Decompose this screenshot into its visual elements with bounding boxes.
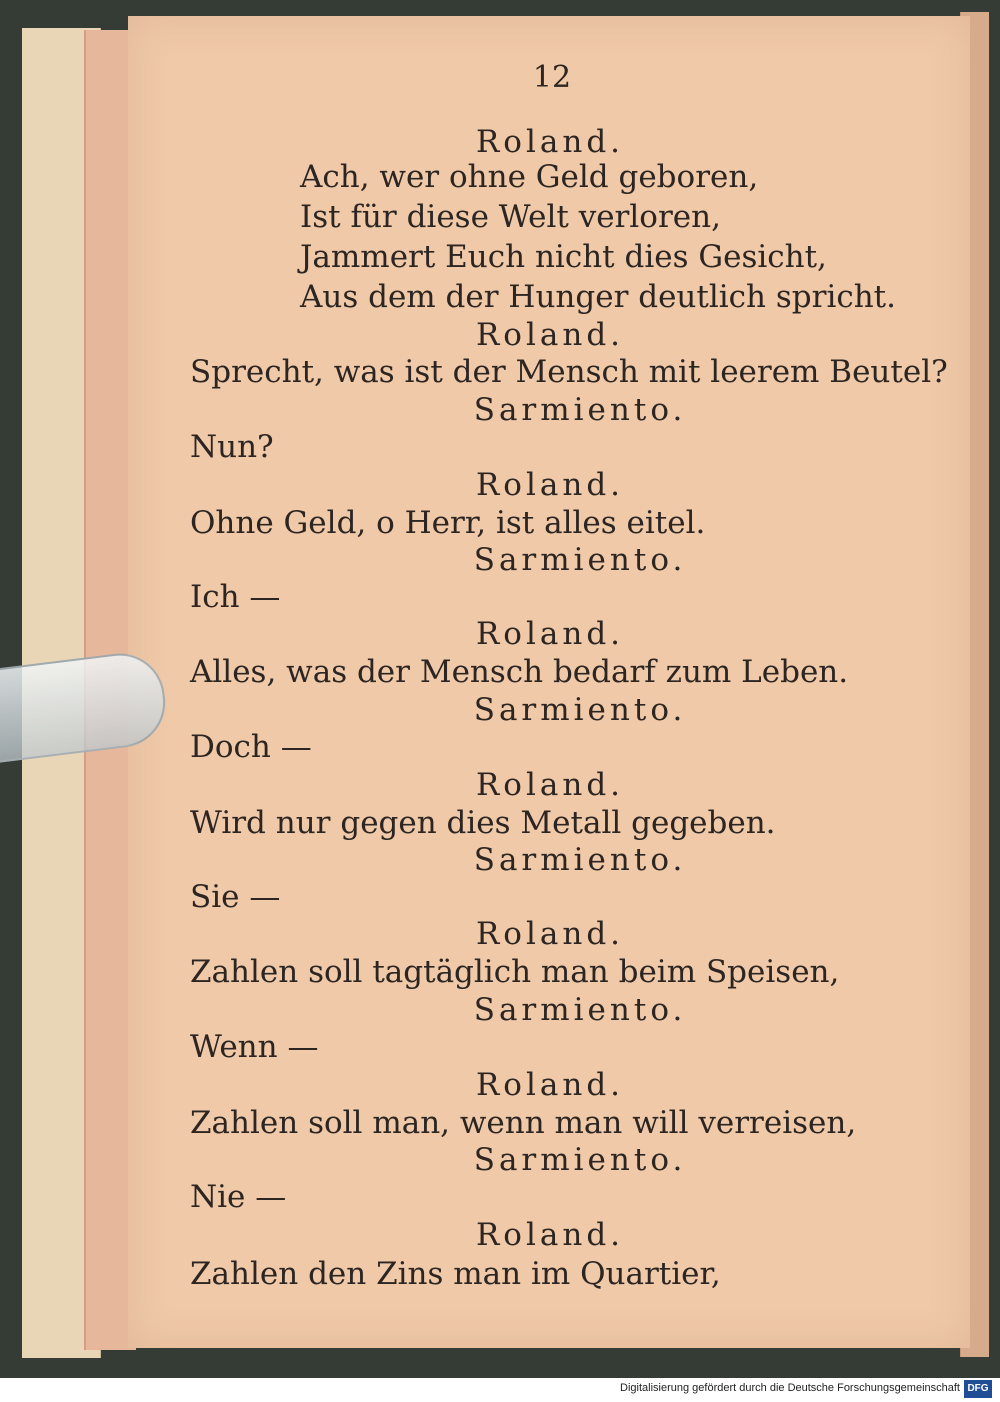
speaker-name: Roland. xyxy=(475,767,625,803)
speaker-name: Roland. xyxy=(475,916,625,952)
speaker-name: Roland. xyxy=(475,1067,625,1103)
book-page xyxy=(128,16,970,1348)
dfg-logo: DFG xyxy=(964,1380,992,1398)
verse-line: Sie — xyxy=(190,879,281,915)
verse-line: Ach, wer ohne Geld geboren, xyxy=(300,159,759,195)
speaker-name: Roland. xyxy=(475,317,625,353)
digitization-credit: Digitalisierung gefördert durch die Deutsche Forschungsgemeinschaft xyxy=(620,1382,960,1394)
verse-line: Sprecht, was ist der Mensch mit leerem Beutel? xyxy=(190,354,948,390)
verse-line: Alles, was der Mensch bedarf zum Leben. xyxy=(190,654,849,690)
speaker-name: Roland. xyxy=(475,124,625,160)
verse-line: Aus dem der Hunger deutlich spricht. xyxy=(300,279,896,315)
verse-line: Wenn — xyxy=(190,1029,319,1065)
speaker-name: Sarmiento. xyxy=(473,542,687,578)
speaker-name: Sarmiento. xyxy=(473,842,687,878)
verse-line: Zahlen soll man, wenn man will verreisen, xyxy=(190,1105,857,1141)
verse-line: Ohne Geld, o Herr, ist alles eitel. xyxy=(190,505,706,541)
speaker-name: Sarmiento. xyxy=(473,392,687,428)
speaker-name: Roland. xyxy=(475,1217,625,1253)
speaker-name: Roland. xyxy=(475,467,625,503)
verse-line: Nie — xyxy=(190,1179,287,1215)
verse-line: Ist für diese Welt verloren, xyxy=(300,199,721,235)
page-number: 12 xyxy=(532,60,572,95)
verse-line: Wird nur gegen dies Metall gegeben. xyxy=(190,805,776,841)
verse-line: Jammert Euch nicht dies Gesicht, xyxy=(300,239,827,275)
verse-line: Zahlen den Zins man im Quartier, xyxy=(190,1256,721,1292)
speaker-name: Sarmiento. xyxy=(473,692,687,728)
verse-line: Nun? xyxy=(190,429,274,465)
speaker-name: Sarmiento. xyxy=(473,992,687,1028)
verse-line: Doch — xyxy=(190,729,312,765)
verse-line: Ich — xyxy=(190,579,281,615)
speaker-name: Roland. xyxy=(475,616,625,652)
speaker-name: Sarmiento. xyxy=(473,1142,687,1178)
verse-line: Zahlen soll tagtäglich man beim Speisen, xyxy=(190,954,840,990)
